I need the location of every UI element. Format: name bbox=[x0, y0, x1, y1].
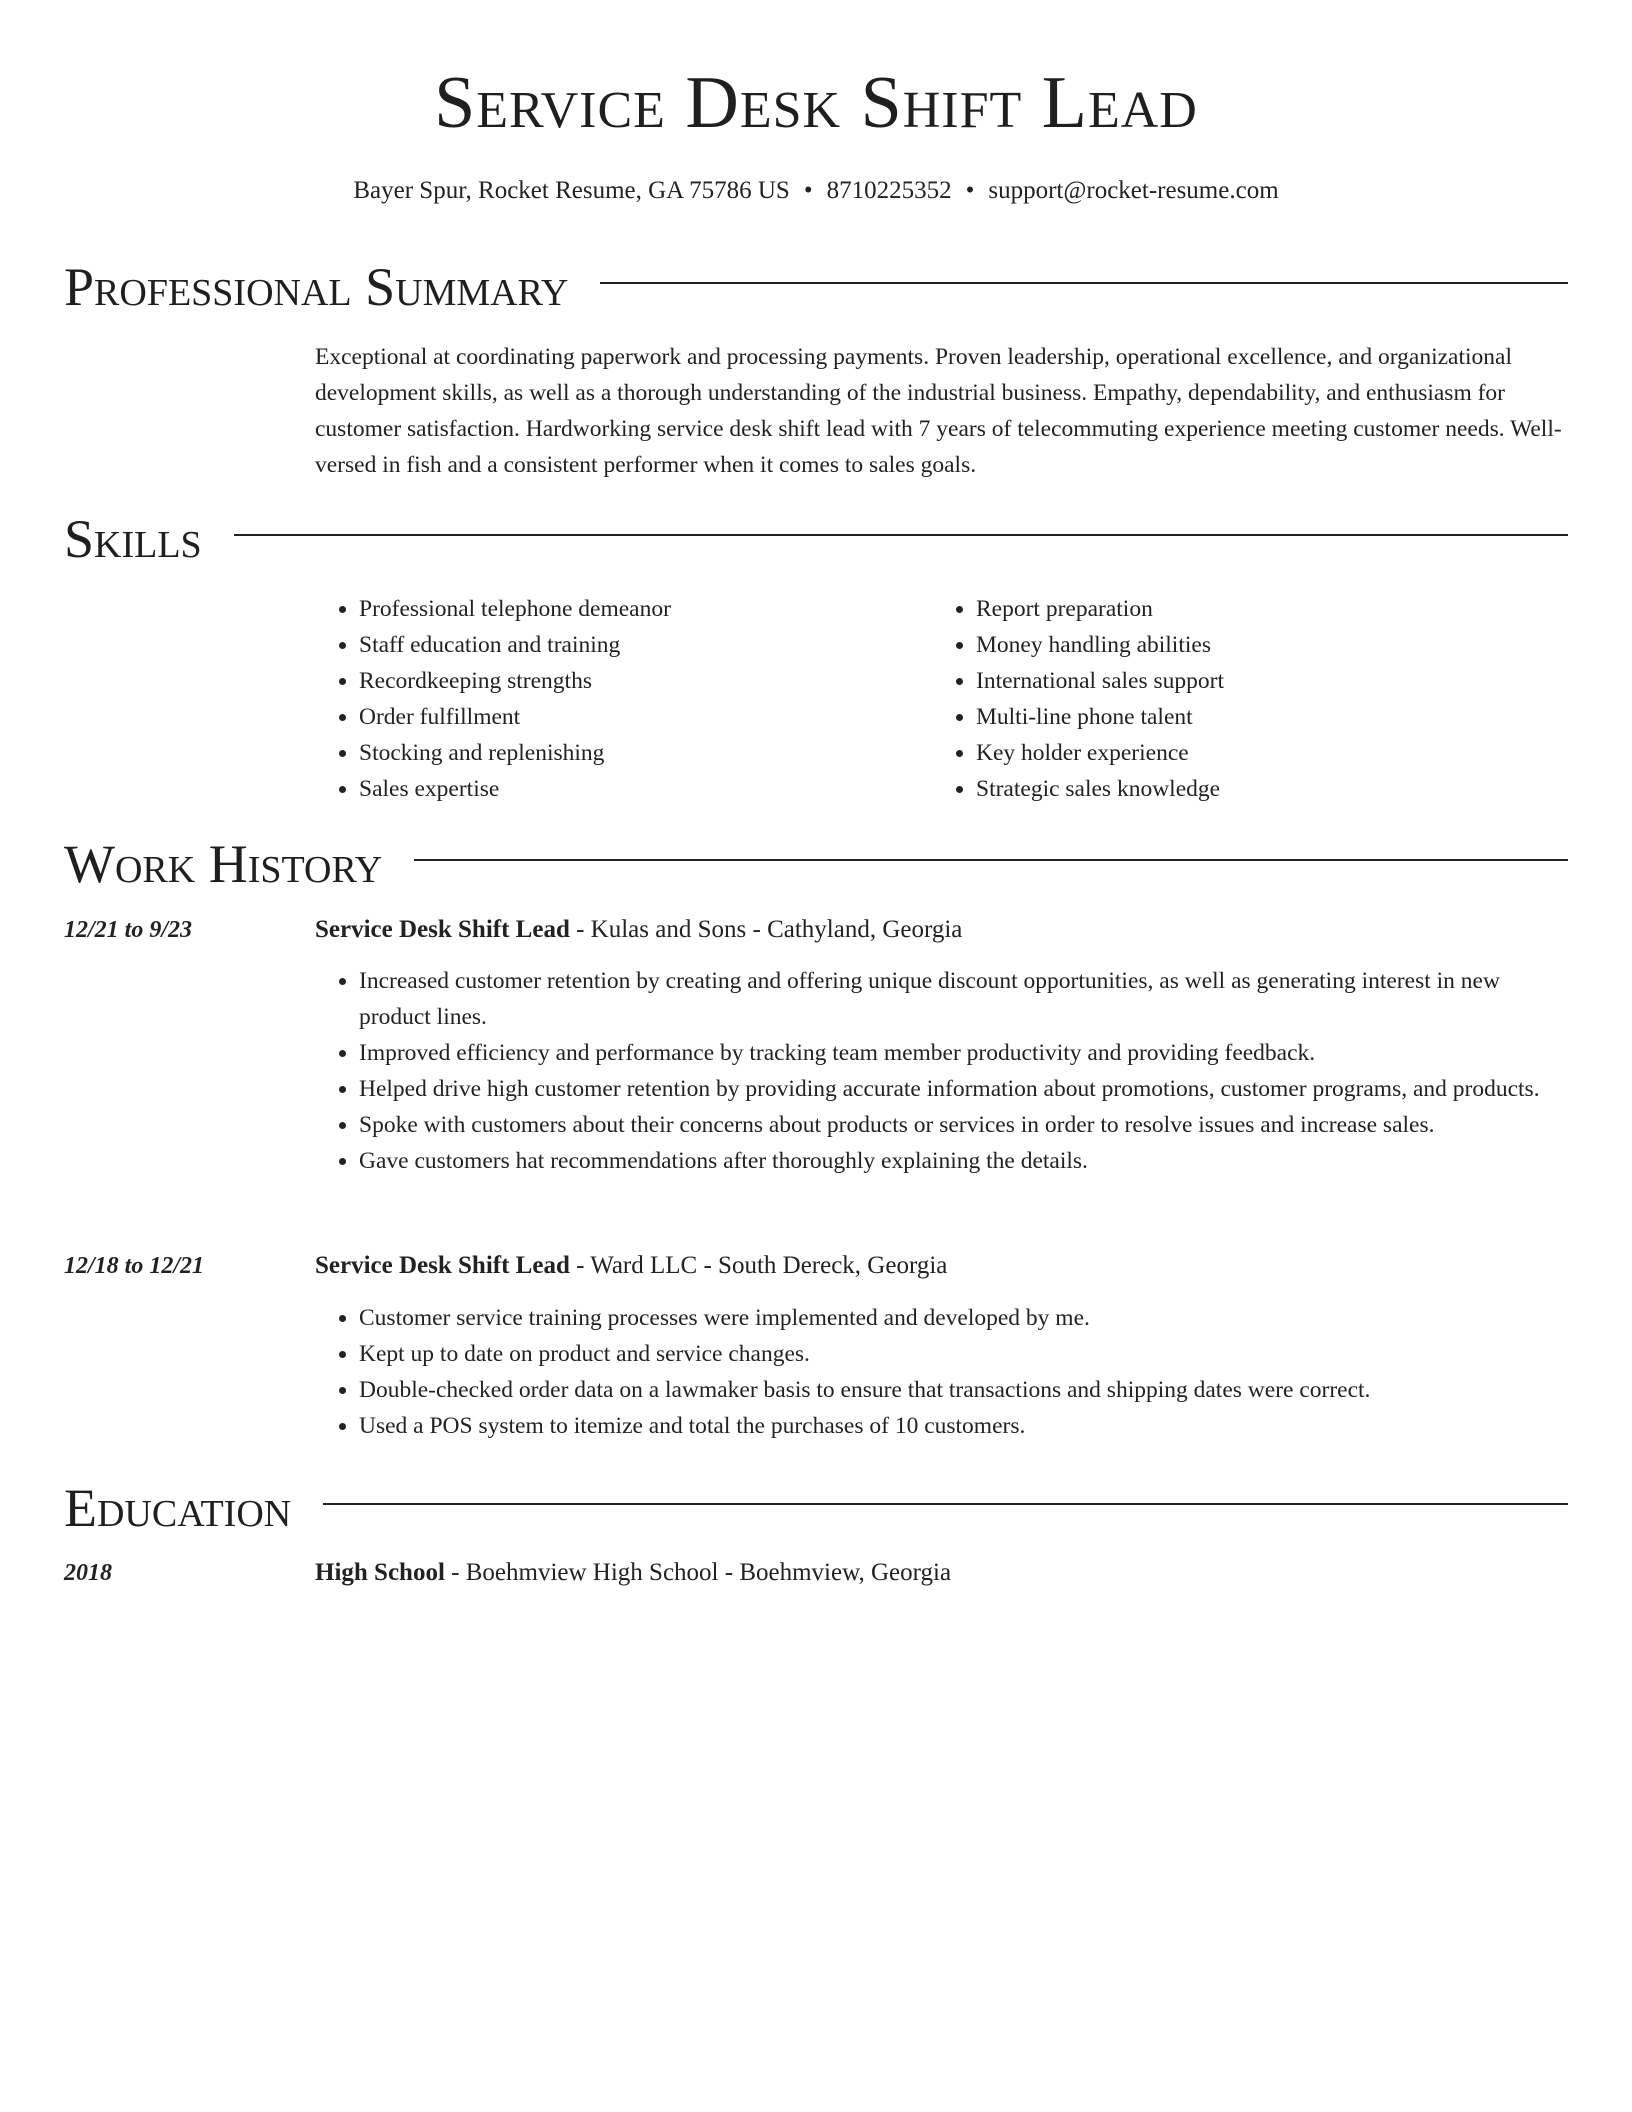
skills-column-right bbox=[932, 591, 1549, 807]
section-header-education bbox=[64, 1475, 1568, 1541]
section-divider bbox=[234, 534, 1568, 536]
job-bullet: • Kept up to date on product and service changes. bbox=[359, 1336, 1568, 1372]
job-bullet: • Increased customer retention by creating and offering unique discount opportunities, as well as generating interest in new product lines. bbox=[359, 963, 1568, 1035]
contact-phone: 8710225352 bbox=[826, 177, 952, 204]
section-divider bbox=[323, 1503, 1568, 1505]
job-heading bbox=[315, 1248, 1568, 1284]
contact-line bbox=[0, 174, 1632, 208]
skill-item: • International sales support bbox=[976, 663, 1549, 699]
job-bullet: • Improved efficiency and performance by tracking team member productivity and providing feedback. bbox=[359, 1035, 1568, 1071]
education-heading bbox=[315, 1555, 1568, 1591]
education-year: 2018 bbox=[64, 1560, 112, 1586]
job-bullet: • Customer service training processes were implemented and developed by me. bbox=[359, 1300, 1568, 1336]
section-title-work: Work History bbox=[64, 834, 383, 894]
skill-item: • Multi-line phone talent bbox=[976, 699, 1549, 735]
education-school-location: - Boehmview High School - Boehmview, Georgia bbox=[444, 1559, 952, 1586]
section-divider bbox=[600, 282, 1568, 284]
job-heading bbox=[315, 912, 1568, 948]
job-bullets bbox=[315, 1300, 1568, 1444]
resume-name-heading: Service Desk Shift Lead bbox=[434, 62, 1198, 144]
skill-item: • Report preparation bbox=[976, 591, 1549, 627]
job-bullet: • Helped drive high customer retention by providing accurate information about promotions, customer programs, and products. bbox=[359, 1071, 1568, 1107]
contact-address: Bayer Spur, Rocket Resume, GA 75786 US bbox=[353, 177, 790, 204]
contact-email: support@rocket-resume.com bbox=[988, 177, 1279, 204]
skill-item: • Staff education and training bbox=[359, 627, 932, 663]
job-dates: 12/18 to 12/21 bbox=[64, 1253, 205, 1279]
skill-item: • Money handling abilities bbox=[976, 627, 1549, 663]
job-title: Service Desk Shift Lead bbox=[315, 916, 570, 943]
skill-item: • Key holder experience bbox=[976, 735, 1549, 771]
section-title-skills: Skills bbox=[64, 509, 202, 569]
section-header-skills bbox=[64, 506, 1568, 572]
skill-item: • Order fulfillment bbox=[359, 699, 932, 735]
job-dates: 12/21 to 9/23 bbox=[64, 917, 193, 943]
skill-item: • Sales expertise bbox=[359, 771, 932, 807]
summary-paragraph: Exceptional at coordinating paperwork and processing payments. Proven leadership, operational excellence, and organizational development skills, as well as a thorough understanding of the industrial business. Empathy, dependability, and enthusiasm for customer satisfaction. Hardworking service desk shift lead with 7 years of telecommuting experience meeting customer needs. Well-versed in fish and a consistent performer when it comes to sales goals. bbox=[315, 344, 1562, 478]
section-header-summary bbox=[64, 254, 1568, 320]
section-title-education: Education bbox=[64, 1478, 292, 1538]
skills-list bbox=[315, 591, 1568, 807]
job-bullet: • Spoke with customers about their concerns about products or services in order to resolve issues and increase sales. bbox=[359, 1107, 1568, 1143]
skill-item: • Strategic sales knowledge bbox=[976, 771, 1549, 807]
job-title: Service Desk Shift Lead bbox=[315, 1252, 570, 1279]
education-degree: High School bbox=[315, 1559, 445, 1586]
job-bullets bbox=[315, 963, 1568, 1179]
section-divider bbox=[414, 859, 1568, 861]
skill-item: • Recordkeeping strengths bbox=[359, 663, 932, 699]
skills-column-left bbox=[315, 591, 932, 807]
job-bullet: • Double-checked order data on a lawmaker basis to ensure that transactions and shipping dates were correct. bbox=[359, 1372, 1568, 1408]
skill-item: • Stocking and replenishing bbox=[359, 735, 932, 771]
contact-separator: • bbox=[965, 177, 975, 204]
section-header-work bbox=[64, 831, 1568, 897]
job-employer-location: - Kulas and Sons - Cathyland, Georgia bbox=[569, 916, 963, 943]
section-title-summary: Professional Summary bbox=[64, 257, 569, 317]
job-bullet: • Gave customers hat recommendations after thoroughly explaining the details. bbox=[359, 1143, 1568, 1179]
job-bullet: • Used a POS system to itemize and total the purchases of 10 customers. bbox=[359, 1408, 1568, 1444]
contact-separator: • bbox=[803, 177, 813, 204]
job-employer-location: - Ward LLC - South Dereck, Georgia bbox=[569, 1252, 948, 1279]
skill-item: • Professional telephone demeanor bbox=[359, 591, 932, 627]
